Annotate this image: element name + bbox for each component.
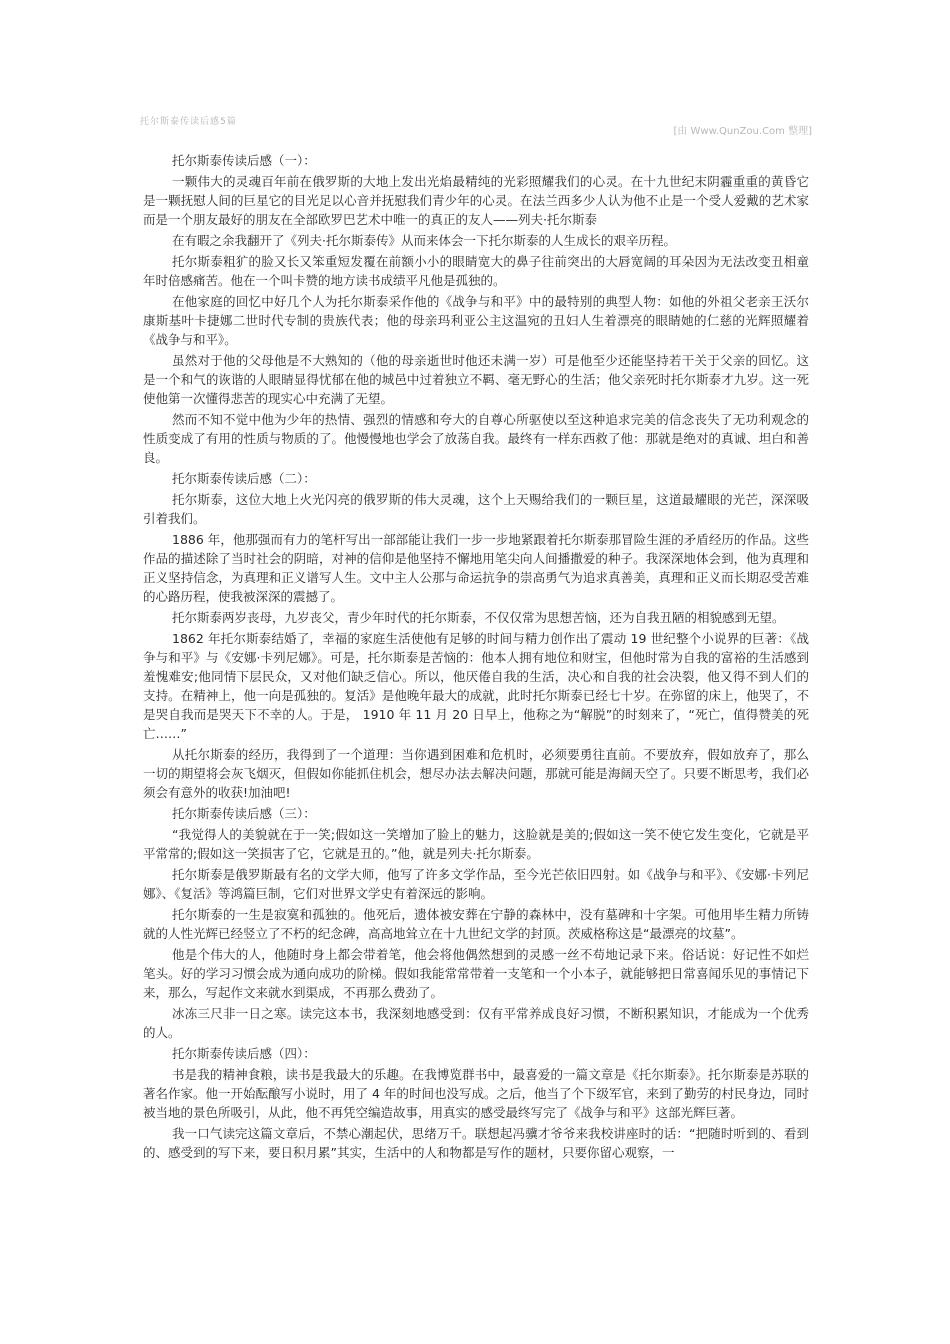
body-paragraph: “我觉得人的美貌就在于一笑;假如这一笑增加了脸上的魅力，这脸就是美的;假如这一笑不使它发生变化，它就是平平常常的;假如这一笑损害了它，它就是丑的。”他，就是列夫·托尔斯泰。 — [143, 827, 809, 861]
body-paragraph: 冰冻三尺非一日之寒。读完这本书，我深刻地感受到：仅有平常养成良好习惯，不断积累知识，才能成为一个优秀的人。 — [143, 1006, 809, 1040]
section-heading: 托尔斯泰传读后感（一）： — [172, 153, 316, 168]
body-paragraph: 虽然对于他的父母他是不大熟知的（他的母亲逝世时他还未满一岁）可是他至少还能坚持若干关于父亲的回忆。这是一个和气的诙谐的人眼睛显得忧郁在他的城邑中过着独立不羁、毫无野心的生活；他父亲死时托尔斯泰才九岁。这一死使他第一次懂得悲苦的现实心中充满了无望。 — [143, 353, 809, 406]
body-paragraph: 托尔斯泰粗犷的脸又长又笨重短发覆在前额小小的眼睛宽大的鼻子往前突出的大唇宽阔的耳朵因为无法改变丑相童年时倍感痛苦。他在一个叫卡赞的地方读书成绩平凡他是孤独的。 — [143, 254, 809, 288]
body-paragraph: 在他家庭的回忆中好几个人为托尔斯泰采作他的《战争与和平》中的最特别的典型人物：如他的外祖父老亲王沃尔康斯基叶卡捷娜二世时代专制的贵族代表；他的母亲玛利亚公主这温宛的丑妇人生着漂亮的眼睛她的仁慈的光辉照耀着《战争与和平》。 — [143, 294, 809, 347]
body-paragraph: 托尔斯泰的一生是寂寞和孤独的。他死后，遗体被安葬在宁静的森林中，没有墓碑和十字架。可他用毕生精力所铸就的人性光辉已经竖立了不朽的纪念碑，高高地耸立在十九世纪文学的封顶。茨威格称这是“最漂亮的坟墓”。 — [143, 907, 809, 941]
document-body — [143, 151, 809, 1164]
source-note: [由 Www.QunZou.Com 整理] — [673, 126, 812, 137]
body-paragraph: 我一口气读完这篇文章后，不禁心潮起伏，思绪万千。联想起冯骥才爷爷来我校讲座时的话：“把随时听到的、看到的、感受到的写下来，要日积月累”其实，生活中的人和物都是写作的题材，只要你留心观察，一 — [143, 1126, 809, 1160]
body-paragraph: 然而不知不觉中他为少年的热情、强烈的情感和夸大的自尊心所驱使以至这种追求完美的信念丧失了无功利观念的性质变成了有用的性质与物质的了。他慢慢地也学会了放荡自我。最终有一样东西救了他：那就是绝对的真诚、坦白和善良。 — [143, 412, 809, 465]
document-title-fragment: 托尔斯泰传读后感5篇 — [140, 117, 237, 127]
body-paragraph: 一颗伟大的灵魂百年前在俄罗斯的大地上发出光焰最精纯的光彩照耀我们的心灵。在十九世纪末阴霾重重的黄昏它是一颗抚慰人间的巨星它的目光足以心音并抚慰我们青少年的心灵。在法兰西多少人认为他不止是一个受人爱戴的艺术家而是一个朋友最好的朋友在全部欧罗巴艺术中唯一的真正的友人——列夫·托尔斯泰 — [143, 174, 809, 227]
section-heading: 托尔斯泰传读后感（二）： — [172, 471, 316, 486]
section-heading: 托尔斯泰传读后感（四）： — [172, 1046, 316, 1061]
body-paragraph: 从托尔斯泰的经历，我得到了一个道理：当你遇到困难和危机时，必须要勇往直前。不要放弃，假如放弃了，那么一切的期望将会灰飞烟灭，但假如你能抓住机会，想尽办法去解决问题，那就可能是海阔天空了。只要不断思考，我们必须会有意外的收获!加油吧! — [143, 747, 809, 800]
body-paragraph: 托尔斯泰，这位大地上火光闪亮的俄罗斯的伟大灵魂，这个上天赐给我们的一颗巨星，这道最耀眼的光芒，深深吸引着我们。 — [143, 492, 809, 526]
body-paragraph: 1886 年，他那强而有力的笔杆写出一部部能让我们一步一步地紧跟着托尔斯泰那冒险生涯的矛盾经历的作品。这些作品的描述除了当时社会的阴暗，对神的信仰是他坚持不懈地用笔尖向人间播撒爱的种子。我深深地体会到，他为真理和正义坚持信念，为真理和正义谱写人生。文中主人公那与命运抗争的崇高勇气为追求真善美，真理和正义而长期忍受苦难的心路历程，使我被深深的震撼了。 — [143, 532, 809, 604]
body-paragraph: 在有暇之余我翻开了《列夫·托尔斯泰传》从而来体会一下托尔斯泰的人生成长的艰辛历程。 — [172, 233, 676, 248]
body-paragraph: 托尔斯泰是俄罗斯最有名的文学大师，他写了许多文学作品，至今光芒依旧四射。如《战争与和平》、《安娜·卡列尼娜》、《复活》等鸿篇巨制，它们对世界文学史有着深远的影响。 — [143, 867, 809, 901]
body-paragraph: 托尔斯泰两岁丧母，九岁丧父，青少年时代的托尔斯泰，不仅仅常为思想苦恼，还为自我丑陋的相貌感到无望。 — [172, 610, 785, 625]
body-paragraph: 书是我的精神食粮，读书是我最大的乐趣。在我博览群书中，最喜爱的一篇文章是《托尔斯泰》。托尔斯泰是苏联的著名作家。他一开始酝酿写小说时，用了 4 年的时间也没写成。之后，他当了个下级军官，来到了勤劳的村民身边，同时被当地的景色所吸引，从此，他不再凭空编造故事，用真实的感受最终写完了《战争与和平》这部光辉巨著。 — [143, 1067, 809, 1120]
body-paragraph: 1862 年托尔斯泰结婚了，幸福的家庭生活使他有足够的时间与精力创作出了震动 19 世纪整个小说界的巨著：《战争与和平》与《安娜·卡列尼娜》。可是，托尔斯泰是苦恼的：他本人拥有地位和财宝，但他时常为自我的富裕的生活感到羞愧难安;他同情下层民众，又对他们缺乏信心。所以，他厌倦自我的生活，决心和自我的社会决裂，他又得不到人们的支持。在精神上，他一向是孤独的。复活》是他晚年最大的成就，此时托尔斯泰已经七十岁。在弥留的床上，他哭了，不是哭自我而是哭天下不幸的人。于是， 1910 年 11 月 20 日早上，他称之为“解脱”的时刻来了，“死亡，值得赞美的死亡……” — [143, 631, 809, 741]
body-paragraph: 他是个伟大的人，他随时身上都会带着笔，他会将他偶然想到的灵感一丝不苟地记录下来。俗话说：好记性不如烂笔头。好的学习习惯会成为通向成功的阶梯。假如我能常常带着一支笔和一个小本子，就能够把日常喜闻乐见的事情记下来，那么，写起作文来就水到渠成，不再那么费劲了。 — [143, 947, 809, 1000]
section-heading: 托尔斯泰传读后感（三）： — [172, 806, 316, 821]
